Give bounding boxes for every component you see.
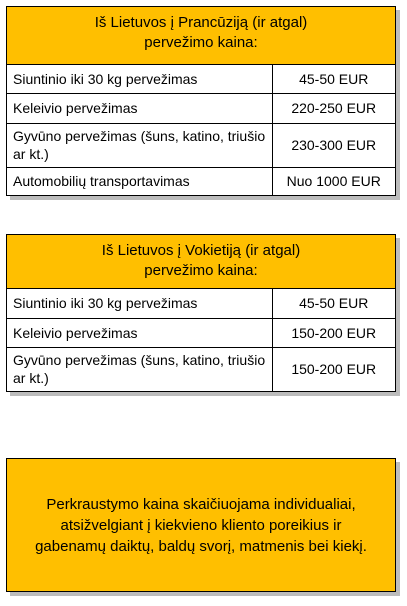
table-row [7,123,395,167]
service-cell: Gyvūno pervežimas (šuns, katino, triušio ar kt.) [7,347,272,391]
table-row [7,65,395,93]
moving-price-note [6,458,396,592]
price-cell: 220-250 EUR [272,93,395,123]
price-cell: Nuo 1000 EUR [272,167,395,195]
france-price-block [6,6,396,196]
price-cell: 230-300 EUR [272,123,395,167]
germany-price-table [7,289,395,391]
table-row [7,347,395,391]
france-title-line1: Iš Lietuvos į Prancūziją (ir atgal) [94,14,308,31]
table-row [7,167,395,195]
price-cell: 45-50 EUR [299,70,369,87]
table-row [7,289,395,318]
price-cell: 150-200 EUR [272,318,395,347]
price-cell: 45-50 EUR [299,295,369,312]
france-title-line2: pervežimo kaina: [144,34,258,51]
service-cell: Automobilių transportavimas [7,167,272,195]
service-cell: Keleivio pervežimas [7,93,272,123]
france-block-header [7,7,395,65]
service-cell: Keleivio pervežimas [7,318,272,347]
price-cell: 150-200 EUR [272,347,395,391]
table-row [7,93,395,123]
france-price-table [7,65,395,195]
germany-block-header [7,235,395,289]
service-cell: Siuntinio iki 30 kg pervežimas [7,289,272,318]
table-row [7,318,395,347]
germany-title-line1: Iš Lietuvos į Vokietiją (ir atgal) [101,242,301,259]
note-text: Perkraustymo kaina skaičiuojama individualiai, atsižvelgiant į kiekvieno kliento poreikius ir gabenamų daiktų, baldų svorį, matmenis bei kiekį. [35,495,367,555]
service-cell: Siuntinio iki 30 kg pervežimas [7,65,272,93]
service-cell: Gyvūno pervežimas (šuns, katino, triušio ar kt.) [7,123,272,167]
germany-price-block [6,234,396,392]
germany-title-line2: pervežimo kaina: [144,262,258,279]
